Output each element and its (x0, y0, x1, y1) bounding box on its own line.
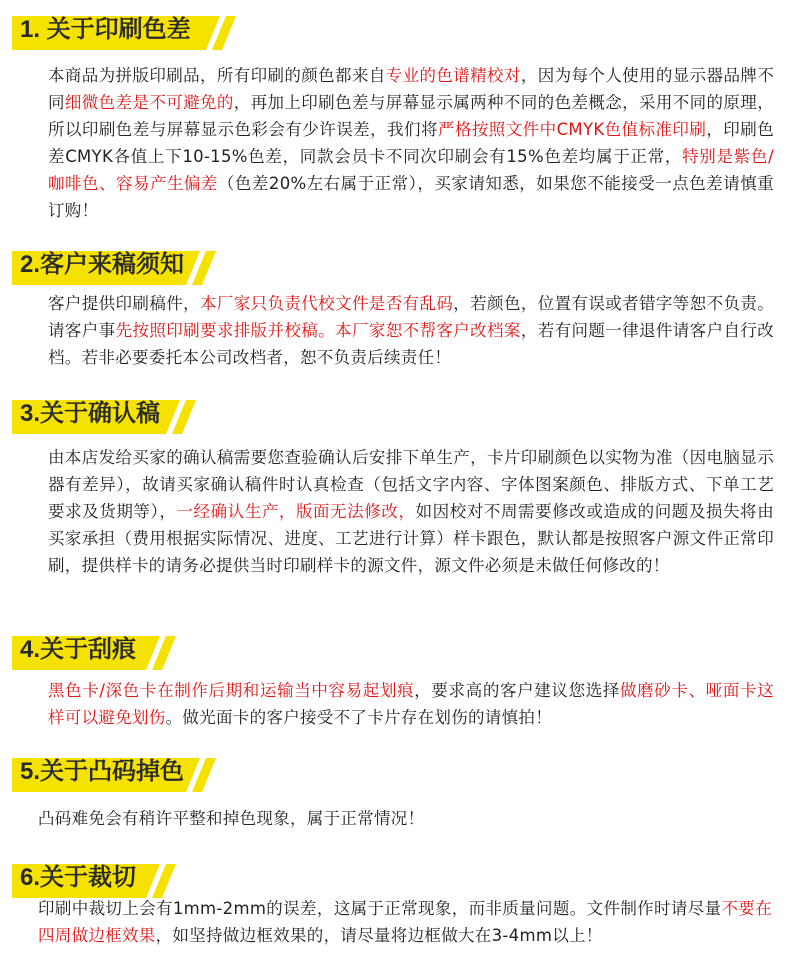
body-text: ，要求高的客户建议您选择 (414, 681, 621, 700)
section-6-body (38, 895, 772, 949)
body-text: ，若有问题一律退件请客户自行改档。若非必要委托本公司改档者，恕不负责后续责任！ (48, 321, 775, 367)
highlight-text: 本厂家只负责代校文件是否有乱码 (199, 294, 454, 313)
section-1-header (0, 10, 790, 50)
body-text: 由本店发给买家的确认稿需要您查验确认后安排下单生产，卡片印刷颜色以实物为准（因电脑显示器有差异），故请买家确认稿件时认真检查（包括文字内容、字体图案颜色、排版方式、下单工艺要求及货期等）， (48, 448, 774, 521)
body-text: ，如坚持做边框效果的，请尽量将边框做大在3-4mm以上！ (155, 926, 603, 945)
highlight-text: 特别是紫色/咖啡色、容易产生偏差 (48, 147, 774, 193)
highlight-text: 做磨砂卡、哑面卡这样可以避免划伤 (48, 681, 774, 727)
section-5-header (0, 752, 790, 792)
body-text: 凸码难免会有稍许平整和掉色现象，属于正常情况！ (38, 809, 425, 828)
highlight-text: 严格按照文件中CMYK色值标准印刷 (437, 120, 707, 139)
section-3-header (0, 394, 790, 434)
body-text: 如因校对不周需要修改或造成的问题及损失将由买家承担（费用根据实际情况、进度、工艺进行计算）样卡跟色，默认都是按照客户源文件正常印刷，提供样卡的请务必提供当时印刷样卡的源文件，源文件必须是未做任何修改的！ (48, 502, 774, 575)
section-6-title: 6.关于裁切 (20, 864, 137, 891)
body-text: ，若颜色，位置有误或者错字等恕不负责。请客户事 (48, 294, 775, 340)
section-2-body (48, 290, 774, 371)
body-text: （色差20%左右属于正常），买家请知悉，如果您不能接受一点色差请慎重订购！ (48, 174, 774, 220)
body-text: 本商品为拼版印刷品，所有印刷的颜色都来自 (48, 66, 386, 85)
section-3-title: 3.关于确认稿 (20, 400, 161, 427)
highlight-text: 细微色差是不可避免的 (64, 93, 234, 112)
body-text: ，印刷色差CMYK各值上下10-15%色差，同款会员卡不同次印刷会有15%色差均属于正常， (48, 120, 774, 166)
section-4-title: 4.关于刮痕 (20, 636, 137, 663)
highlight-text: 黑色卡/深色卡在制作后期和运输当中容易起划痕 (48, 681, 415, 700)
body-text: 。做光面卡的客户接受不了卡片存在划伤的请慎拍！ (165, 708, 553, 727)
body-text: ，再加上印刷色差与屏幕显示属两种不同的色差概念，采用不同的原理，所以印刷色差与屏幕显示色彩会有少许误差，我们将 (48, 93, 774, 139)
section-3 (0, 394, 790, 575)
section-5-body (38, 805, 764, 832)
section-1-body (48, 62, 774, 224)
section-4-header (0, 630, 790, 670)
body-text: 印刷中裁切上会有1mm-2mm的误差，这属于正常现象，而非质量问题。文件制作时请尽量 (38, 899, 722, 918)
section-6 (0, 858, 790, 945)
section-2-title: 2.客户来稿须知 (20, 251, 185, 278)
body-text: ，因为每个人使用的显示器品牌不同 (48, 66, 775, 112)
section-4 (0, 630, 790, 727)
section-1 (0, 10, 790, 220)
section-3-body (48, 444, 774, 579)
section-2-header (0, 245, 790, 285)
highlight-text: 一经确认生产，版面无法修改， (176, 502, 416, 521)
highlight-text: 不要在四周做边框效果 (38, 899, 773, 945)
section-1-title: 1. 关于印刷色差 (20, 16, 191, 43)
section-4-body (48, 677, 774, 731)
highlight-text: 先按照印刷要求排版并校稿。本厂家恕不帮客户改档案 (115, 321, 521, 340)
highlight-text: 专业的色谱精校对 (385, 66, 521, 85)
section-2 (0, 245, 790, 367)
section-5 (0, 752, 790, 828)
section-6-header (0, 858, 790, 898)
body-text: 客户提供印刷稿件， (48, 294, 200, 313)
section-5-title: 5.关于凸码掉色 (20, 758, 185, 785)
